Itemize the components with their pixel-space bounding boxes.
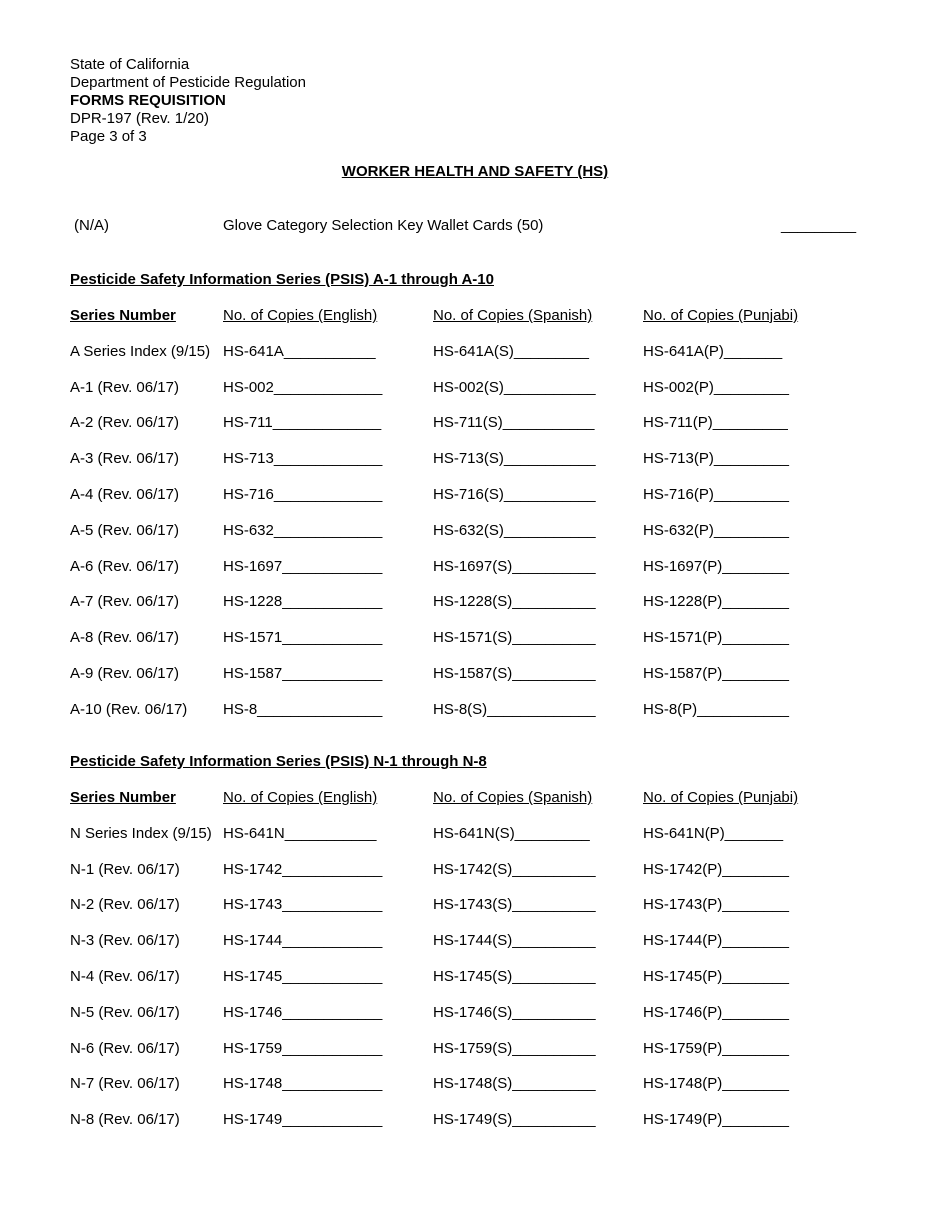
section-title-a-series: Pesticide Safety Information Series (PSIS) A-1 through A-10 [70,271,494,288]
punjabi-copies-field[interactable]: HS-1759(P)________ [643,1039,789,1057]
series-number-cell: A-8 (Rev. 06/17) [70,629,179,647]
english-copies-field[interactable]: HS-713_____________ [223,450,383,468]
table-row [0,825,950,861]
table-row [0,343,950,379]
punjabi-copies-field[interactable]: HS-1745(P)________ [643,967,789,985]
series-number-cell: A-2 (Rev. 06/17) [70,414,179,432]
table-row [0,414,950,450]
table-row [0,968,950,1004]
spanish-copies-field[interactable]: HS-002(S)___________ [433,378,596,396]
page-number: Page 3 of 3 [70,128,147,145]
section-title-n-series: Pesticide Safety Information Series (PSIS) N-1 through N-8 [70,753,487,770]
spanish-copies-field[interactable]: HS-1742(S)__________ [433,860,596,878]
column-header-english: No. of Copies (English) [223,307,378,324]
punjabi-copies-field[interactable]: HS-1749(P)________ [643,1111,789,1129]
punjabi-copies-field[interactable]: HS-1743(P)________ [643,896,789,914]
table-row [0,379,950,415]
english-copies-field[interactable]: HS-1228____________ [223,593,383,611]
english-copies-field[interactable]: HS-1587____________ [223,664,383,682]
english-copies-field[interactable]: HS-641A___________ [223,342,376,360]
english-copies-field[interactable]: HS-711_____________ [223,414,382,432]
form-header [70,56,306,146]
column-header-punjabi: No. of Copies (Punjabi) [643,307,799,324]
english-copies-field[interactable]: HS-1742____________ [223,860,383,878]
series-number-cell: N-8 (Rev. 06/17) [70,1111,180,1129]
spanish-copies-field[interactable]: HS-1759(S)__________ [433,1039,596,1057]
punjabi-copies-field[interactable]: HS-1746(P)________ [643,1003,789,1021]
spanish-copies-field[interactable]: HS-1228(S)__________ [433,593,596,611]
series-number-cell: N Series Index (9/15) [70,824,212,842]
spanish-copies-field[interactable]: HS-641N(S)_________ [433,824,590,842]
series-number-cell: A-7 (Rev. 06/17) [70,593,179,611]
table-row [0,896,950,932]
series-number-cell: N-5 (Rev. 06/17) [70,1003,180,1021]
punjabi-copies-field[interactable]: HS-1571(P)________ [643,629,789,647]
table-row [0,1040,950,1076]
spanish-copies-field[interactable]: HS-1749(S)__________ [433,1111,596,1129]
english-copies-field[interactable]: HS-632_____________ [223,521,383,539]
series-number-cell: A-1 (Rev. 06/17) [70,378,179,396]
column-header-english: No. of Copies (English) [223,789,378,806]
column-header-spanish: No. of Copies (Spanish) [433,789,593,806]
punjabi-copies-field[interactable]: HS-1744(P)________ [643,932,789,950]
series-number-cell: N-6 (Rev. 06/17) [70,1039,180,1057]
table-row [0,1004,950,1040]
column-header-punjabi: No. of Copies (Punjabi) [643,789,799,806]
table-row [0,861,950,897]
a-series-table [0,307,950,737]
glove-card-description: Glove Category Selection Key Wallet Cards (50) [223,217,544,234]
punjabi-copies-field[interactable]: HS-8(P)___________ [643,700,789,718]
column-header-series-number: Series Number [70,307,176,324]
state-name: State of California [70,56,190,73]
n-series-table [0,789,950,1147]
page-title: WORKER HEALTH AND SAFETY (HS) [341,163,609,180]
spanish-copies-field[interactable]: HS-713(S)___________ [433,450,596,468]
punjabi-copies-field[interactable]: HS-716(P)_________ [643,485,789,503]
spanish-copies-field[interactable]: HS-1571(S)__________ [433,629,596,647]
series-number-cell: N-3 (Rev. 06/17) [70,932,180,950]
series-number-cell: A-9 (Rev. 06/17) [70,664,179,682]
english-copies-field[interactable]: HS-1697____________ [223,557,383,575]
glove-card-quantity-field[interactable]: _________ [781,217,857,234]
punjabi-copies-field[interactable]: HS-1228(P)________ [643,593,789,611]
punjabi-copies-field[interactable]: HS-713(P)_________ [643,450,789,468]
table-row [0,1075,950,1111]
english-copies-field[interactable]: HS-1759____________ [223,1039,383,1057]
series-number-cell: A-10 (Rev. 06/17) [70,700,188,718]
series-number-cell: A Series Index (9/15) [70,342,211,360]
english-copies-field[interactable]: HS-8_______________ [223,700,383,718]
table-row [0,932,950,968]
series-number-cell: A-5 (Rev. 06/17) [70,521,179,539]
series-number-cell: A-6 (Rev. 06/17) [70,557,179,575]
series-number-cell: A-4 (Rev. 06/17) [70,485,179,503]
form-number: DPR-197 (Rev. 1/20) [70,110,209,127]
table-header-row [0,789,950,825]
table-row [0,629,950,665]
spanish-copies-field[interactable]: HS-716(S)___________ [433,485,596,503]
series-number-cell: N-1 (Rev. 06/17) [70,860,180,878]
english-copies-field[interactable]: HS-1749____________ [223,1111,383,1129]
table-row [0,593,950,629]
spanish-copies-field[interactable]: HS-711(S)___________ [433,414,595,432]
english-copies-field[interactable]: HS-1746____________ [223,1003,383,1021]
punjabi-copies-field[interactable]: HS-1587(P)________ [643,664,789,682]
table-row [0,701,950,737]
spanish-copies-field[interactable]: HS-1745(S)__________ [433,967,596,985]
english-copies-field[interactable]: HS-641N___________ [223,824,377,842]
table-row [0,665,950,701]
glove-card-row [0,217,950,237]
spanish-copies-field[interactable]: HS-8(S)_____________ [433,700,596,718]
series-number-cell: N-4 (Rev. 06/17) [70,967,180,985]
table-row [0,1111,950,1147]
spanish-copies-field[interactable]: HS-632(S)___________ [433,521,596,539]
punjabi-copies-field[interactable]: HS-1748(P)________ [643,1075,789,1093]
english-copies-field[interactable]: HS-716_____________ [223,485,383,503]
punjabi-copies-field[interactable]: HS-1742(P)________ [643,860,789,878]
english-copies-field[interactable]: HS-1744____________ [223,932,383,950]
english-copies-field[interactable]: HS-1571____________ [223,629,383,647]
spanish-copies-field[interactable]: HS-1746(S)__________ [433,1003,596,1021]
column-header-spanish: No. of Copies (Spanish) [433,307,593,324]
column-header-series-number: Series Number [70,789,176,806]
punjabi-copies-field[interactable]: HS-641N(P)_______ [643,824,784,842]
english-copies-field[interactable]: HS-1745____________ [223,967,383,985]
english-copies-field[interactable]: HS-1748____________ [223,1075,383,1093]
series-number-cell: N-7 (Rev. 06/17) [70,1075,180,1093]
punjabi-copies-field[interactable]: HS-632(P)_________ [643,521,789,539]
form-title: FORMS REQUISITION [70,92,226,109]
series-number-cell: A-3 (Rev. 06/17) [70,450,179,468]
punjabi-copies-field[interactable]: HS-002(P)_________ [643,378,789,396]
table-row [0,486,950,522]
glove-card-code: (N/A) [74,217,109,234]
english-copies-field[interactable]: HS-002_____________ [223,378,383,396]
spanish-copies-field[interactable]: HS-1743(S)__________ [433,896,596,914]
punjabi-copies-field[interactable]: HS-641A(P)_______ [643,342,783,360]
spanish-copies-field[interactable]: HS-1587(S)__________ [433,664,596,682]
punjabi-copies-field[interactable]: HS-1697(P)________ [643,557,789,575]
table-row [0,450,950,486]
punjabi-copies-field[interactable]: HS-711(P)_________ [643,414,788,432]
series-number-cell: N-2 (Rev. 06/17) [70,896,180,914]
table-header-row [0,307,950,343]
spanish-copies-field[interactable]: HS-1744(S)__________ [433,932,596,950]
spanish-copies-field[interactable]: HS-1748(S)__________ [433,1075,596,1093]
spanish-copies-field[interactable]: HS-1697(S)__________ [433,557,596,575]
table-row [0,522,950,558]
table-row [0,558,950,594]
spanish-copies-field[interactable]: HS-641A(S)_________ [433,342,589,360]
department-name: Department of Pesticide Regulation [70,74,306,91]
english-copies-field[interactable]: HS-1743____________ [223,896,383,914]
